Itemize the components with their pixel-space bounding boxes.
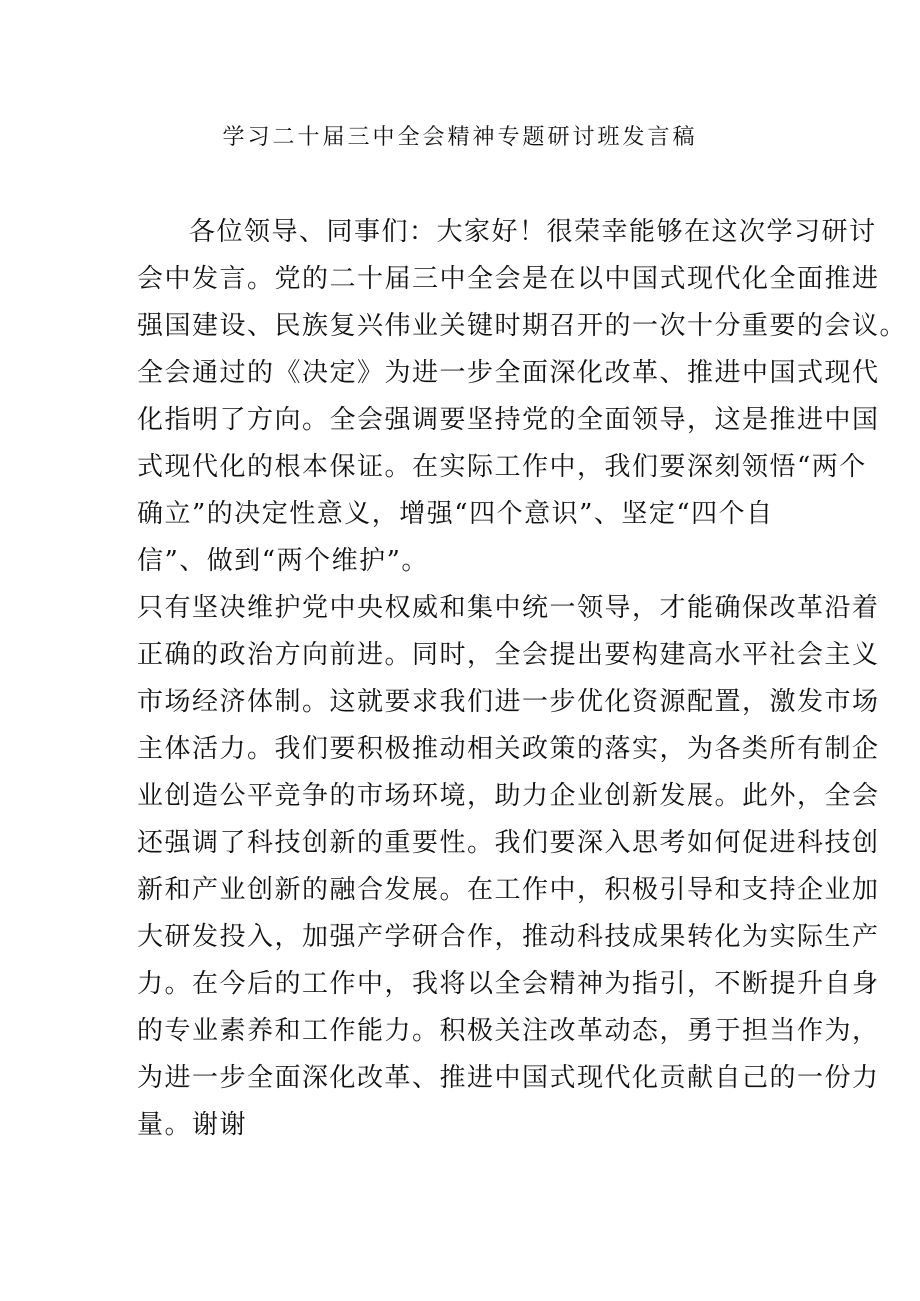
document-title: 学习二十届三中全会精神专题研讨班发言稿 <box>222 125 698 150</box>
paragraph-line: 式现代化的根本保证。在实际工作中，我们要深刻领悟“两个 <box>137 452 867 482</box>
paragraph-line: 化指明了方向。全会强调要坚持党的全面领导，这是推进中国 <box>137 405 880 435</box>
paragraph-line: 会中发言。党的二十届三中全会是在以中国式现代化全面推进 <box>137 264 880 294</box>
paragraph-line: 全会通过的《决定》为进一步全面深化改革、推进中国式现代 <box>137 358 880 388</box>
paragraph-line: 信”、做到“两个维护”。 <box>137 546 429 576</box>
paragraph-line: 市场经济体制。这就要求我们进一步优化资源配置，激发市场 <box>137 687 880 717</box>
paragraph-line: 大研发投入，加强产学研合作，推动科技成果转化为实际生产 <box>137 922 880 952</box>
paragraph-line: 还强调了科技创新的重要性。我们要深入思考如何促进科技创 <box>137 828 880 858</box>
paragraph-line: 为进一步全面深化改革、推进中国式现代化贡献自己的一份力 <box>137 1063 880 1093</box>
paragraph-line: 确立”的决定性意义，增强“四个意识”、坚定“四个自 <box>137 499 774 529</box>
paragraph-line: 新和产业创新的融合发展。在工作中，积极引导和支持企业加 <box>137 875 880 905</box>
paragraph-line: 业创造公平竞争的市场环境，助力企业创新发展。此外，全会 <box>137 781 880 811</box>
paragraph-line: 主体活力。我们要积极推动相关政策的落实，为各类所有制企 <box>137 734 880 764</box>
paragraph-line: 量。谢谢 <box>137 1110 248 1140</box>
paragraph-line: 的专业素养和工作能力。积极关注改革动态，勇于担当作为， <box>137 1016 880 1046</box>
paragraph-line: 正确的政治方向前进。同时，全会提出要构建高水平社会主义 <box>137 640 880 670</box>
paragraph-line: 强国建设、民族复兴伟业关键时期召开的一次十分重要的会议。 <box>137 311 908 341</box>
paragraph-line: 只有坚决维护党中央权威和集中统一领导，才能确保改革沿着 <box>137 593 880 623</box>
paragraph-line: 力。在今后的工作中，我将以全会精神为指引，不断提升自身 <box>137 969 880 999</box>
paragraph-line: 各位领导、同事们：大家好！很荣幸能够在这次学习研讨 <box>189 217 877 247</box>
